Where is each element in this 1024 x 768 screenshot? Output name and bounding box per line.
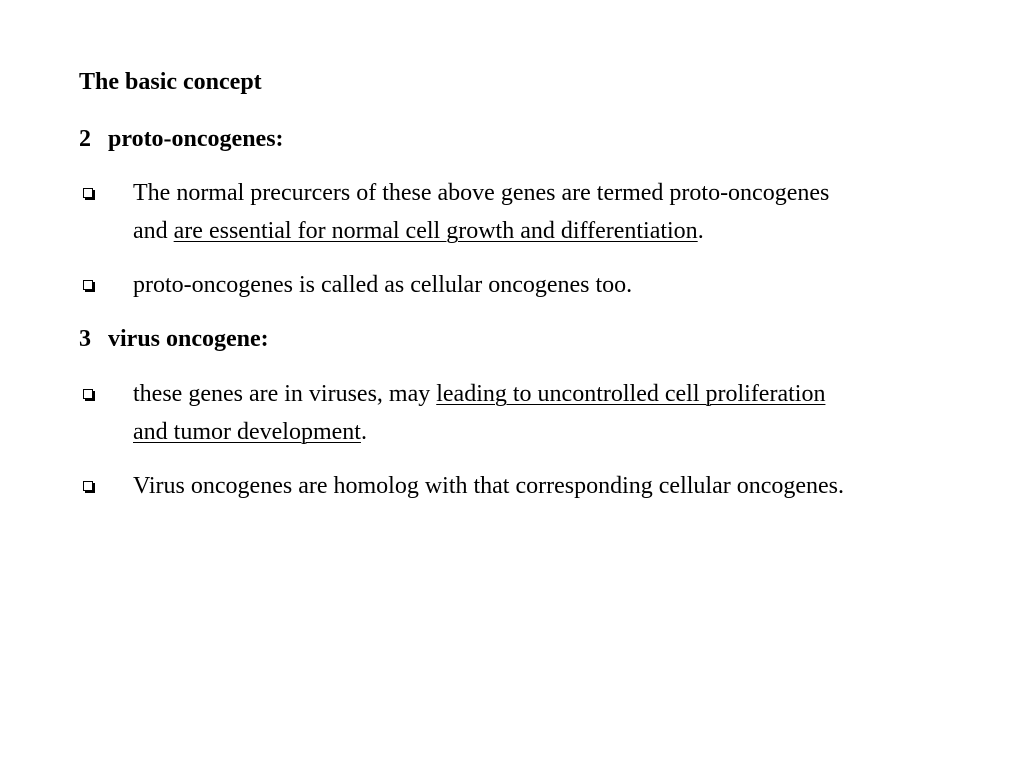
section-number: 2 [79, 126, 91, 152]
section-number: 3 [79, 326, 91, 352]
square-bullet-icon [83, 481, 93, 491]
square-bullet-icon [83, 280, 93, 290]
section-heading-text: proto-oncogenes: [108, 126, 284, 152]
bullet-text: proto-oncogenes is called as cellular oncogenes too. [133, 272, 633, 298]
bullet-text-segment: and [133, 218, 174, 244]
bullet-text-segment: these genes are in viruses, may [133, 381, 437, 407]
section-heading-text: virus oncogene: [108, 326, 269, 352]
bullet-line [133, 413, 979, 451]
bullet-text-segment: . [697, 218, 704, 244]
bullet-line [133, 212, 979, 250]
section-heading-virus-oncogene [79, 325, 269, 353]
square-bullet-icon [83, 188, 93, 198]
slide-title: The basic concept [79, 69, 262, 95]
underlined-phrase: are essential for normal cell growth and differentiation [173, 218, 698, 244]
section-heading-proto-oncogenes [79, 125, 284, 153]
bullet-text [133, 174, 979, 250]
bullet-line: The normal precurcers of these above genes are termed proto-oncogenes [133, 180, 830, 206]
bullet-text-segment: . [360, 419, 367, 445]
underlined-phrase: leading to uncontrolled cell proliferation [436, 381, 826, 407]
bullet-line [133, 375, 979, 413]
bullet-text [133, 375, 979, 451]
bullet-text: Virus oncogenes are homolog with that corresponding cellular oncogenes. [133, 473, 845, 499]
square-bullet-icon [83, 389, 93, 399]
underlined-phrase: and tumor development [133, 419, 361, 445]
